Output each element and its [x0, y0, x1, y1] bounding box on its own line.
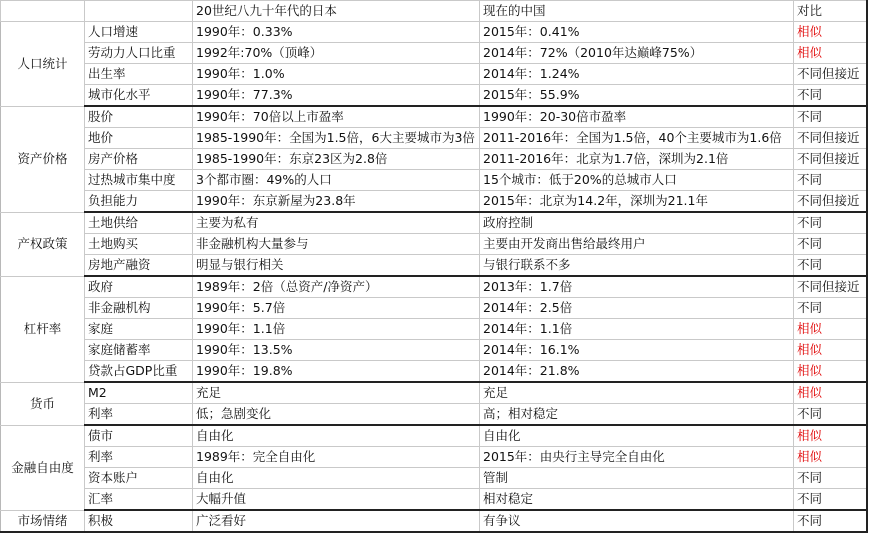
japan-value-cell[interactable]: 充足: [193, 382, 480, 404]
comparison-cell[interactable]: 相似: [794, 382, 867, 404]
comparison-cell[interactable]: 相似: [794, 340, 867, 361]
indicator-cell[interactable]: 城市化水平: [85, 85, 193, 107]
header-china-cell[interactable]: 现在的中国: [480, 1, 794, 22]
china-value-cell[interactable]: 充足: [480, 382, 794, 404]
comparison-cell[interactable]: 相似: [794, 22, 867, 43]
table-row: [1, 319, 867, 340]
indicator-cell[interactable]: 房产价格: [85, 149, 193, 170]
japan-value-cell[interactable]: 低；急剧变化: [193, 404, 480, 426]
comparison-cell[interactable]: 相似: [794, 361, 867, 383]
header-compare-cell[interactable]: 对比: [794, 1, 867, 22]
comparison-cell[interactable]: 不同但接近: [794, 64, 867, 85]
table-row: [1, 447, 867, 468]
japan-value-cell[interactable]: 广泛看好: [193, 510, 480, 532]
table-row: [1, 170, 867, 191]
china-value-cell[interactable]: 主要由开发商出售给最终用户: [480, 234, 794, 255]
indicator-cell[interactable]: 负担能力: [85, 191, 193, 213]
table-row: [1, 22, 867, 43]
indicator-cell[interactable]: 债市: [85, 425, 193, 447]
indicator-cell[interactable]: 人口增速: [85, 22, 193, 43]
comparison-cell[interactable]: 不同: [794, 510, 867, 532]
indicator-cell[interactable]: 出生率: [85, 64, 193, 85]
table-row: [1, 43, 867, 64]
china-value-cell[interactable]: 自由化: [480, 425, 794, 447]
indicator-cell[interactable]: 土地供给: [85, 212, 193, 234]
comparison-cell[interactable]: 不同: [794, 489, 867, 511]
china-value-cell[interactable]: 2015年：0.41%: [480, 22, 794, 43]
category-cell[interactable]: 货币: [1, 382, 85, 425]
table-row: [1, 489, 867, 511]
indicator-cell[interactable]: 过热城市集中度: [85, 170, 193, 191]
comparison-table-body: [1, 1, 867, 533]
china-value-cell[interactable]: 2011-2016年：全国为1.5倍，40个主要城市为1.6倍: [480, 128, 794, 149]
header-japan-cell[interactable]: 20世纪八九十年代的日本: [193, 1, 480, 22]
comparison-cell[interactable]: 不同: [794, 85, 867, 107]
category-cell[interactable]: 金融自由度: [1, 425, 85, 510]
table-row: [1, 191, 867, 213]
table-row: [1, 276, 867, 298]
comparison-cell[interactable]: 相似: [794, 425, 867, 447]
indicator-cell[interactable]: 劳动力人口比重: [85, 43, 193, 64]
indicator-cell[interactable]: 股价: [85, 106, 193, 128]
header-row: [1, 1, 867, 22]
china-value-cell[interactable]: 2015年：北京为14.2年，深圳为21.1年: [480, 191, 794, 213]
japan-value-cell[interactable]: 明显与银行相关: [193, 255, 480, 277]
table-row: [1, 234, 867, 255]
japan-value-cell[interactable]: 1990年：77.3%: [193, 85, 480, 107]
indicator-cell[interactable]: 土地购买: [85, 234, 193, 255]
category-cell[interactable]: 市场情绪: [1, 510, 85, 532]
comparison-cell[interactable]: 不同: [794, 106, 867, 128]
japan-value-cell[interactable]: 1989年：2倍（总资产/净资产）: [193, 276, 480, 298]
comparison-cell[interactable]: 不同: [794, 468, 867, 489]
china-value-cell[interactable]: 管制: [480, 468, 794, 489]
comparison-cell[interactable]: 不同但接近: [794, 276, 867, 298]
table-row: [1, 128, 867, 149]
table-row: [1, 382, 867, 404]
japan-value-cell[interactable]: 1985-1990年：全国为1.5倍，6大主要城市为3倍: [193, 128, 480, 149]
indicator-cell[interactable]: 资本账户: [85, 468, 193, 489]
china-value-cell[interactable]: 15个城市：低于20%的总城市人口: [480, 170, 794, 191]
indicator-cell[interactable]: 贷款占GDP比重: [85, 361, 193, 383]
china-value-cell[interactable]: 有争议: [480, 510, 794, 532]
comparison-cell[interactable]: 不同但接近: [794, 191, 867, 213]
indicator-cell[interactable]: 非金融机构: [85, 298, 193, 319]
table-row: [1, 510, 867, 532]
table-row: [1, 149, 867, 170]
table-row: [1, 468, 867, 489]
category-cell[interactable]: 杠杆率: [1, 276, 85, 382]
china-value-cell[interactable]: 2015年：55.9%: [480, 85, 794, 107]
comparison-cell[interactable]: 不同: [794, 170, 867, 191]
category-cell[interactable]: 人口统计: [1, 22, 85, 107]
japan-value-cell[interactable]: 1990年：东京新屋为23.8年: [193, 191, 480, 213]
indicator-cell[interactable]: 家庭: [85, 319, 193, 340]
japan-value-cell[interactable]: 1990年：1.0%: [193, 64, 480, 85]
comparison-cell[interactable]: 不同: [794, 234, 867, 255]
japan-value-cell[interactable]: 1990年：1.1倍: [193, 319, 480, 340]
china-value-cell[interactable]: 相对稳定: [480, 489, 794, 511]
comparison-cell[interactable]: 相似: [794, 43, 867, 64]
china-value-cell[interactable]: 1990年：20-30倍市盈率: [480, 106, 794, 128]
table-row: [1, 255, 867, 277]
table-row: [1, 298, 867, 319]
comparison-cell[interactable]: 相似: [794, 319, 867, 340]
comparison-cell[interactable]: 不同: [794, 298, 867, 319]
china-value-cell[interactable]: 2011-2016年：北京为1.7倍，深圳为2.1倍: [480, 149, 794, 170]
header-indicator-cell[interactable]: [85, 1, 193, 22]
table-row: [1, 85, 867, 107]
indicator-cell[interactable]: 政府: [85, 276, 193, 298]
indicator-cell[interactable]: 利率: [85, 447, 193, 468]
indicator-cell[interactable]: 汇率: [85, 489, 193, 511]
china-value-cell[interactable]: 2013年：1.7倍: [480, 276, 794, 298]
indicator-cell[interactable]: 房地产融资: [85, 255, 193, 277]
china-value-cell[interactable]: 2014年：16.1%: [480, 340, 794, 361]
table-row: [1, 340, 867, 361]
comparison-cell[interactable]: 不同但接近: [794, 149, 867, 170]
china-value-cell[interactable]: 2014年：1.1倍: [480, 319, 794, 340]
china-value-cell[interactable]: 2014年：2.5倍: [480, 298, 794, 319]
china-value-cell[interactable]: 2015年：由央行主导完全自由化: [480, 447, 794, 468]
table-row: [1, 64, 867, 85]
japan-value-cell[interactable]: 主要为私有: [193, 212, 480, 234]
category-cell[interactable]: 产权政策: [1, 212, 85, 276]
japan-value-cell[interactable]: 自由化: [193, 468, 480, 489]
japan-value-cell[interactable]: 1990年：70倍以上市盈率: [193, 106, 480, 128]
comparison-cell[interactable]: 不同: [794, 255, 867, 277]
china-value-cell[interactable]: 政府控制: [480, 212, 794, 234]
comparison-cell[interactable]: 相似: [794, 447, 867, 468]
china-value-cell[interactable]: 与银行联系不多: [480, 255, 794, 277]
china-value-cell[interactable]: 2014年：1.24%: [480, 64, 794, 85]
indicator-cell[interactable]: 家庭储蓄率: [85, 340, 193, 361]
japan-value-cell[interactable]: 非金融机构大量参与: [193, 234, 480, 255]
china-value-cell[interactable]: 2014年：72%（2010年达巅峰75%）: [480, 43, 794, 64]
japan-value-cell[interactable]: 1985-1990年：东京23区为2.8倍: [193, 149, 480, 170]
japan-value-cell[interactable]: 1992年:70%（顶峰）: [193, 43, 480, 64]
china-value-cell[interactable]: 高；相对稳定: [480, 404, 794, 426]
comparison-cell[interactable]: 不同但接近: [794, 128, 867, 149]
japan-value-cell[interactable]: 1989年：完全自由化: [193, 447, 480, 468]
japan-value-cell[interactable]: 1990年：5.7倍: [193, 298, 480, 319]
comparison-cell[interactable]: 不同: [794, 404, 867, 426]
table-row: [1, 106, 867, 128]
japan-value-cell[interactable]: 1990年：19.8%: [193, 361, 480, 383]
table-row: [1, 404, 867, 426]
indicator-cell[interactable]: M2: [85, 382, 193, 404]
comparison-cell[interactable]: 不同: [794, 212, 867, 234]
table-row: [1, 212, 867, 234]
category-cell[interactable]: 资产价格: [1, 106, 85, 212]
japan-value-cell[interactable]: 大幅升值: [193, 489, 480, 511]
indicator-cell[interactable]: 积极: [85, 510, 193, 532]
indicator-cell[interactable]: 利率: [85, 404, 193, 426]
japan-value-cell[interactable]: 自由化: [193, 425, 480, 447]
header-category-cell[interactable]: [1, 1, 85, 22]
table-row: [1, 361, 867, 383]
japan-value-cell[interactable]: 1990年：0.33%: [193, 22, 480, 43]
japan-value-cell[interactable]: 1990年：13.5%: [193, 340, 480, 361]
indicator-cell[interactable]: 地价: [85, 128, 193, 149]
japan-value-cell[interactable]: 3个都市圈：49%的人口: [193, 170, 480, 191]
table-row: [1, 425, 867, 447]
china-value-cell[interactable]: 2014年：21.8%: [480, 361, 794, 383]
